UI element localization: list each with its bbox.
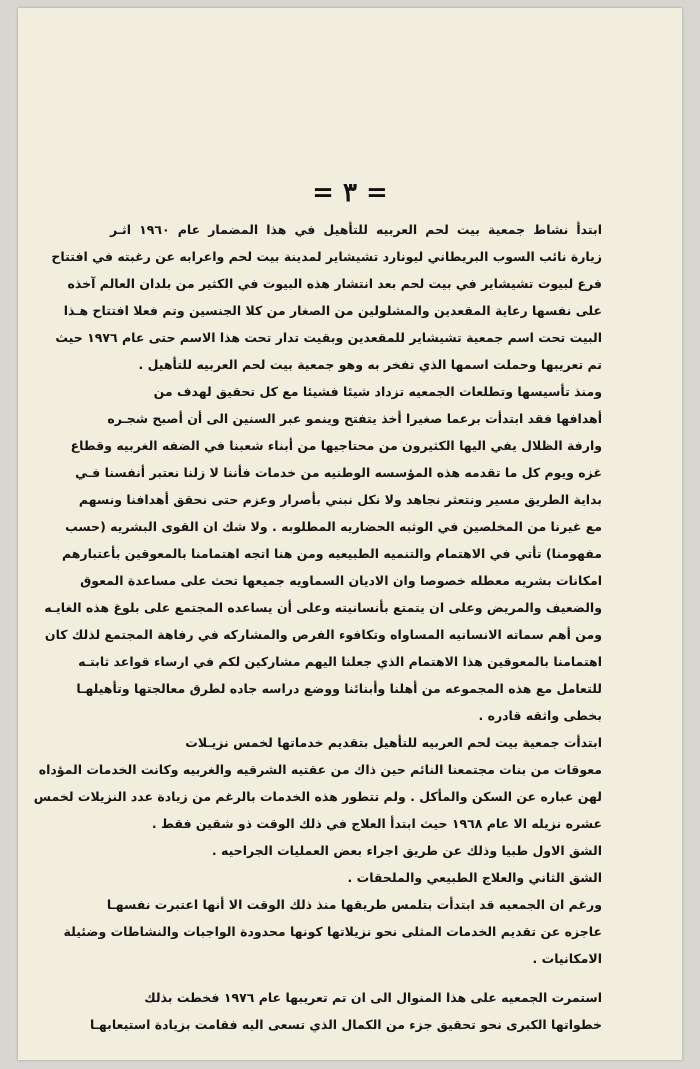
text-line: تم تعريبها وحملت اسمها الذي تفخر به وهو جمعية بيت لحم العربيه للتأهيل . <box>138 357 602 372</box>
text-line: الامكانيات . <box>532 951 602 966</box>
document-page <box>18 8 682 1060</box>
text-line: زيارة نائب السوب البريطاني ليونارد تشيشاير لمدينة بيت لحم واعرابه عن رغبته في افتتاح <box>51 249 602 264</box>
paragraph-4 <box>63 891 602 972</box>
paragraph-gap <box>110 972 602 984</box>
paragraph-2 <box>44 378 602 729</box>
text-line: ورغم ان الجمعيه قد ابتدأت بتلمس طريقها منذ ذلك الوقت الا أنها اعتبرت نفسهـا <box>106 897 602 912</box>
text-line: على نفسها رعاية المقعدين والمشلولين من الصغار من كلا الجنسين وتم فعلا افتتاح هـذا <box>63 303 602 318</box>
text-line: ومنذ تأسيسها وتطلعات الجمعيه تزداد شيئا فشيئا مع كل تحقيق لهدف من <box>153 384 602 399</box>
text-line: أهدافها فقد ابتدأت برعما صغيرا أخذ يتفتح وينمو عبر السنين الى أن أصبح شجـره <box>107 411 602 426</box>
text-line: بخطى واثقه قادره . <box>478 708 602 723</box>
text-line: فرع لبيوت تشيشاير في بيت لحم بعد انتشار هذه البيوت في الكثير من بلدان العالم آخذه <box>67 276 602 291</box>
text-line: الشق الثاني والعلاج الطبيعي والملحقات . <box>347 870 602 885</box>
text-line: مفهومنا) تأتي في الاهتمام والتنميه الطبيعيه ومن هنا اتجه اهتمامنا بالمعوقين بأعتبارهم <box>61 546 602 561</box>
text-line: الشق الاول طبيا وذلك عن طريق اجراء بعض العمليات الجراحيه . <box>211 843 602 858</box>
page-number: = ٣ = <box>312 178 388 208</box>
text-line: غزه ويوم كل ما تقدمه هذه المؤسسه الوطنيه من خدمات فأننا لا زلنا نعتبر أنفسنا فـي <box>75 465 602 480</box>
text-line: البيت تحت اسم جمعية تشيشاير للمقعدين وبقيت تدار تحت هذا الاسم حتى عام ١٩٧٦ حيث <box>55 330 602 345</box>
text-line: ابتدأت جمعية بيت لحم العربيه للتأهيل بتقديم خدماتها لخمس نزيـلات <box>185 735 602 750</box>
text-line: عشره نزيله الا عام ١٩٦٨ حيث ابتدأ العلاج في ذلك الوقت ذو شقين فقط . <box>151 816 602 831</box>
paragraph-5 <box>89 984 602 1038</box>
text-line: امكانات بشريه معطله خصوصا وان الاديان السماويه جميعها تحث على مساعدة المعوق <box>80 573 602 588</box>
text-line: عاجزه عن تقديم الخدمات المثلى نحو نزيلاتها كونها محدودة الواجبات والنشاطات وضئيلة <box>63 924 602 939</box>
text-line: بداية الطريق مسير ونتعثر نجاهد ولا نكل نبني بأصرار وعزم حتى نحقق أهدافنا ونسهم <box>78 492 602 507</box>
text-line: اهتمامنا بالمعوقين هذا الاهتمام الذي جعلنا اليهم مشاركين لكم في ارساء قواعد ثابتـه <box>78 654 602 669</box>
text-line: استمرت الجمعيه على هذا المنوال الى ان تم تعريبها عام ١٩٧٦ فخطت بذلك <box>144 990 602 1005</box>
text-line: لهن عباره عن السكن والمأكل . ولم تتطور هذه الخدمات بالرغم من زيادة عدد النزيلات لخمس <box>33 789 602 804</box>
document-body <box>33 216 602 1038</box>
paragraph-1 <box>51 216 602 378</box>
text-line: والضعيف والمريض وعلى ان يتمتع بأنسانيته وعلى أن يساعده المجتمع على بلوغ هذه الغايـه <box>44 600 602 615</box>
paragraph-3 <box>33 729 602 891</box>
text-line: معوقات من بنات مجتمعنا النائم حين ذاك من عقتيه الشرقيه والغربيه وكانت الخدمات المؤداه <box>38 762 602 777</box>
text-line: للتعامل مع هذه المجموعه من أهلنا وأبنائنا ووضع دراسه جاده لطرق معالجتها وتأهيلهـا <box>76 681 602 696</box>
text-line: وارفة الظلال يفي اليها الكثيرون من محتاجيها من أبناء شعبنا في الضفه الغربيه وقطاع <box>70 438 602 453</box>
text-line: خطواتها الكبرى نحو تحقيق جزء من الكمال الذي تسعى اليه فقامت بزيادة استيعابهـا <box>89 1017 602 1032</box>
text-line: ومن أهم سماته الانسانيه المساواه وتكافوء الفرص والمشاركه في رفاهة المجتمع لذلك كان <box>44 627 602 642</box>
text-line: ابتدأ نشاط جمعية بيت لحم العربيه للتأهيل في هذا المضمار عام ١٩٦٠ اثـر <box>110 222 602 237</box>
text-line: مع غيرنا من المخلصين في الوثبه الحضاريه المطلوبه . ولا شك ان القوى البشريه (حسب <box>65 519 602 534</box>
